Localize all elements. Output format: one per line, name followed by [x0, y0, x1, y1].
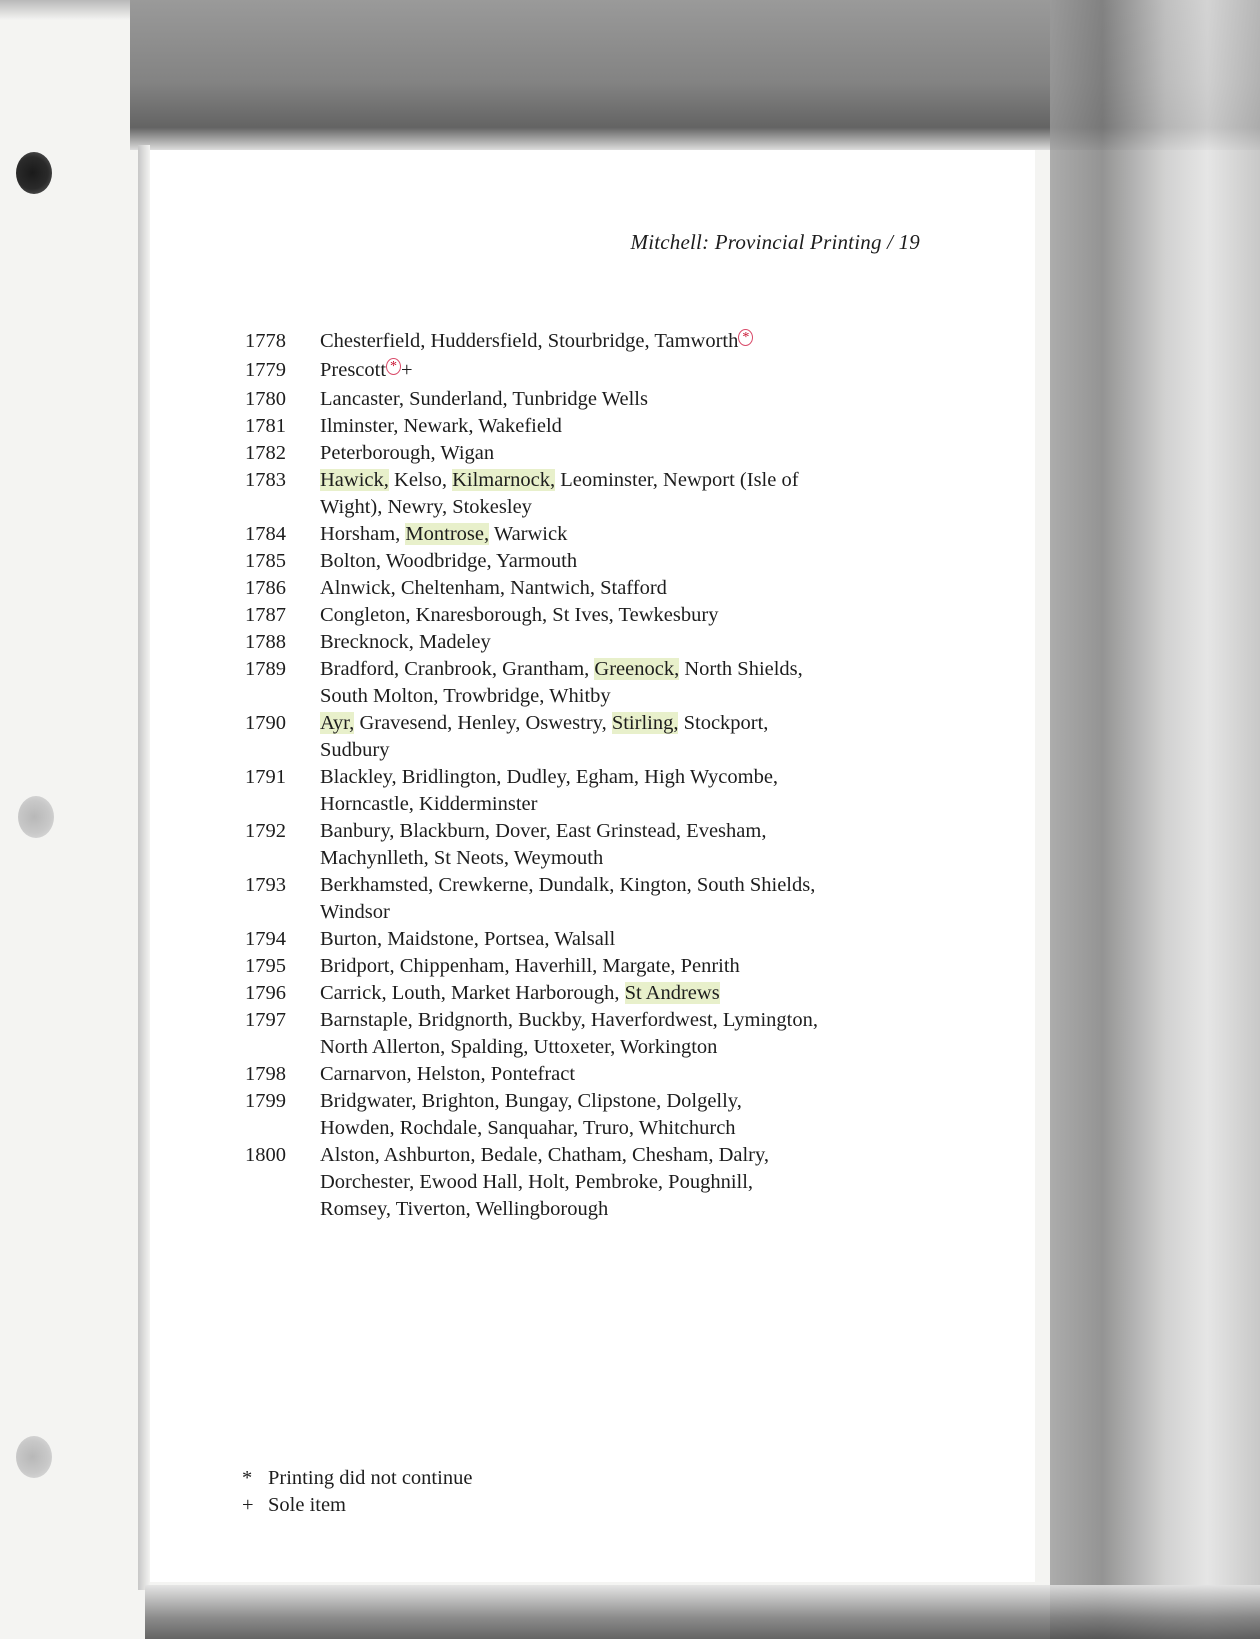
year: 1790	[245, 712, 286, 734]
list-item	[245, 818, 925, 872]
year: 1785	[245, 550, 286, 572]
footnote-text: Sole item	[268, 1494, 347, 1516]
places: Lancaster, Sunderland, Tunbridge Wells	[320, 388, 648, 410]
scan-shadow	[0, 0, 130, 20]
highlighted-place: Stirling,	[611, 712, 679, 734]
places: Brecknock, Madeley	[320, 631, 491, 653]
punch-hole-icon	[16, 1436, 52, 1478]
places: Alston, Ashburton, Bedale, Chatham, Chesham, Dalry,	[320, 1144, 770, 1166]
places-continued: Romsey, Tiverton, Wellingborough	[320, 1198, 609, 1220]
places: Chesterfield, Huddersfield, Stourbridge, Tamworth	[320, 330, 739, 352]
places-continued: Wight), Newry, Stokesley	[320, 496, 532, 518]
places: Ilminster, Newark, Wakefield	[320, 415, 562, 437]
footnotes	[242, 1465, 472, 1519]
year: 1799	[245, 1090, 286, 1112]
places-continued: Machynlleth, St Neots, Weymouth	[320, 847, 604, 869]
places: Carnarvon, Helston, Pontefract	[320, 1063, 576, 1085]
highlighted-place: Ayr,	[320, 712, 355, 734]
punch-hole-icon	[18, 796, 54, 838]
asterisk-mark: *	[738, 329, 753, 346]
places-continued: Sudbury	[320, 739, 390, 761]
year: 1796	[245, 982, 286, 1004]
scan-shadow-right	[1050, 0, 1260, 1639]
list-item	[245, 602, 925, 629]
list-item	[245, 357, 925, 386]
places-continued: South Molton, Trowbridge, Whitby	[320, 685, 611, 707]
list-item	[245, 656, 925, 710]
scan-shadow-left	[138, 145, 150, 1590]
list-item	[245, 575, 925, 602]
highlighted-place: Greenock,	[594, 658, 680, 680]
year: 1800	[245, 1144, 286, 1166]
footnote	[242, 1492, 472, 1519]
places: Blackley, Bridlington, Dudley, Egham, High Wycombe,	[320, 766, 779, 788]
highlighted-place: Hawick,	[320, 469, 389, 491]
places: Prescott	[320, 359, 387, 381]
plus-mark: +	[401, 359, 413, 381]
place: Horsham,	[320, 523, 401, 545]
list-item	[245, 386, 925, 413]
places: Stockport,	[683, 712, 769, 734]
footnote-symbol: +	[242, 1494, 254, 1516]
list-item	[245, 1088, 925, 1142]
list-item	[245, 1007, 925, 1061]
places-continued: Howden, Rochdale, Sanquahar, Truro, Whitchurch	[320, 1117, 736, 1139]
places: Peterborough, Wigan	[320, 442, 495, 464]
footnote-symbol: *	[242, 1467, 253, 1489]
year: 1794	[245, 928, 286, 950]
places: Bolton, Woodbridge, Yarmouth	[320, 550, 578, 572]
year: 1788	[245, 631, 286, 653]
places-continued: Windsor	[320, 901, 390, 923]
asterisk-mark: *	[386, 358, 401, 375]
places: Gravesend, Henley, Oswestry,	[359, 712, 607, 734]
list-item	[245, 710, 925, 764]
list-item	[245, 629, 925, 656]
year: 1793	[245, 874, 286, 896]
places: Bridgwater, Brighton, Bungay, Clipstone, Dolgelly,	[320, 1090, 742, 1112]
year: 1795	[245, 955, 286, 977]
punch-hole-icon	[16, 152, 52, 194]
places: Bridport, Chippenham, Haverhill, Margate, Penrith	[320, 955, 740, 977]
highlighted-place: St Andrews	[624, 982, 720, 1004]
year: 1791	[245, 766, 286, 788]
list-item	[245, 548, 925, 575]
places: North Shields,	[684, 658, 803, 680]
year: 1798	[245, 1063, 286, 1085]
places: Banbury, Blackburn, Dover, East Grinstead, Evesham,	[320, 820, 767, 842]
list-item	[245, 467, 925, 521]
year: 1786	[245, 577, 286, 599]
year: 1781	[245, 415, 286, 437]
year: 1779	[245, 359, 286, 381]
list-item	[245, 1061, 925, 1088]
year: 1792	[245, 820, 286, 842]
places: Warwick	[493, 523, 568, 545]
places: Congleton, Knaresborough, St Ives, Tewkesbury	[320, 604, 719, 626]
list-item	[245, 440, 925, 467]
places: Alnwick, Cheltenham, Nantwich, Stafford	[320, 577, 667, 599]
document-page	[150, 150, 1035, 1582]
year: 1782	[245, 442, 286, 464]
places-continued: Horncastle, Kidderminster	[320, 793, 538, 815]
list-item	[245, 764, 925, 818]
highlighted-place: Kilmarnock,	[452, 469, 556, 491]
year: 1784	[245, 523, 286, 545]
list-item	[245, 521, 925, 548]
year: 1778	[245, 330, 286, 352]
scan-shadow-bottom	[145, 1585, 1260, 1639]
list-item	[245, 413, 925, 440]
year: 1789	[245, 658, 286, 680]
footnote-text: Printing did not continue	[268, 1467, 473, 1489]
places: Burton, Maidstone, Portsea, Walsall	[320, 928, 616, 950]
places-continued: Dorchester, Ewood Hall, Holt, Pembroke, Poughnill,	[320, 1171, 754, 1193]
place: Kelso,	[394, 469, 447, 491]
running-head: Mitchell: Provincial Printing / 19	[630, 230, 920, 254]
places: Carrick, Louth, Market Harborough,	[320, 982, 620, 1004]
highlighted-place: Montrose,	[405, 523, 490, 545]
year: 1787	[245, 604, 286, 626]
year: 1780	[245, 388, 286, 410]
list-item	[245, 953, 925, 980]
places-continued: North Allerton, Spalding, Uttoxeter, Workington	[320, 1036, 718, 1058]
list-item	[245, 328, 925, 357]
places: Bradford, Cranbrook, Grantham,	[320, 658, 590, 680]
year-list	[245, 328, 925, 1223]
list-item	[245, 872, 925, 926]
places: Leominster, Newport (Isle of	[560, 469, 799, 491]
year: 1797	[245, 1009, 286, 1031]
list-item	[245, 926, 925, 953]
places: Barnstaple, Bridgnorth, Buckby, Haverfordwest, Lymington,	[320, 1009, 818, 1031]
list-item	[245, 1142, 925, 1223]
year: 1783	[245, 469, 286, 491]
list-item	[245, 980, 925, 1007]
places: Berkhamsted, Crewkerne, Dundalk, Kington, South Shields,	[320, 874, 816, 896]
footnote	[242, 1465, 472, 1492]
